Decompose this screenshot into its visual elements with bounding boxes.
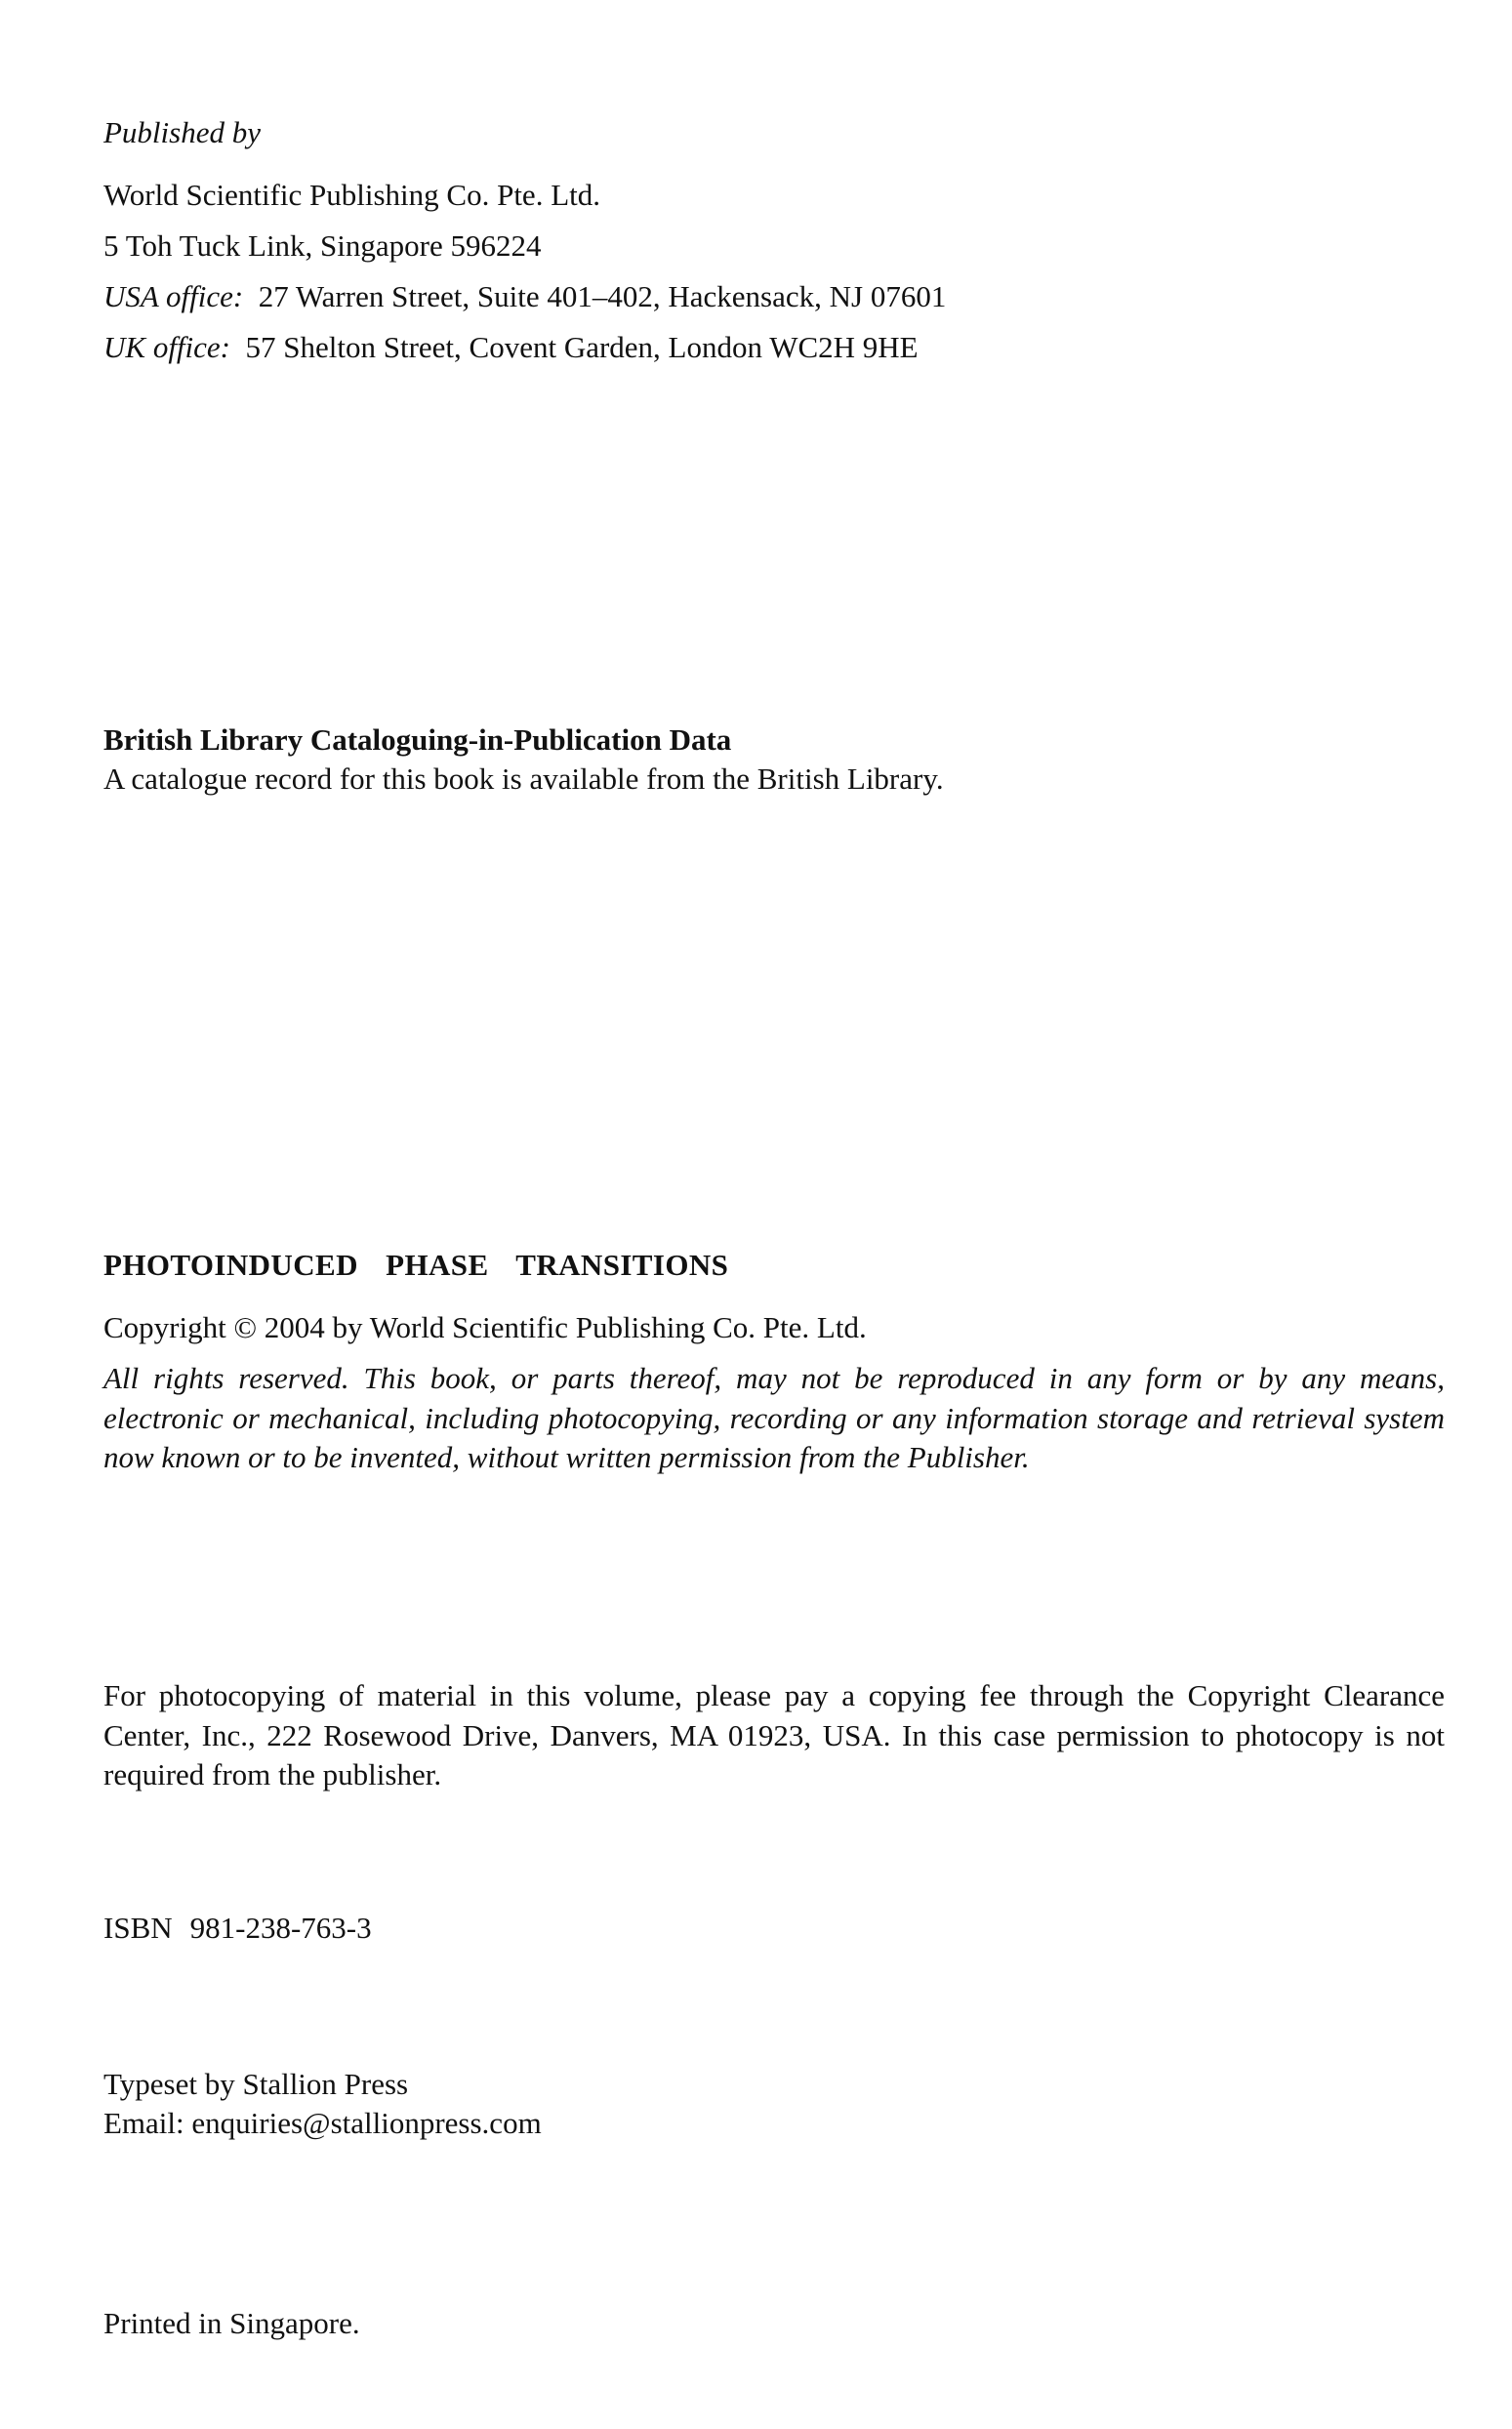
publisher-name: World Scientific Publishing Co. Pte. Ltd.	[103, 178, 600, 212]
rights-statement: All rights reserved. This book, or parts thereof, may not be reproduced in any form or by any means, electronic or mechanical, including photocopying, recording or any information storage and retrieval system now known or to be invented, without written permission from the Publisher.	[103, 1361, 1445, 1474]
isbn-block	[103, 1909, 372, 1948]
publisher-block	[103, 113, 261, 152]
book-title-text: PHOTOINDUCED PHASE TRANSITIONS	[103, 1248, 729, 1282]
cip-text: A catalogue record for this book is available from the British Library.	[103, 762, 944, 796]
usa-office-address: 27 Warren Street, Suite 401–402, Hackensack, NJ 07601	[258, 279, 947, 313]
uk-office-label: UK office:	[103, 330, 230, 364]
printed-block	[103, 2304, 360, 2343]
typeset-by: Typeset by Stallion Press	[103, 2067, 409, 2101]
cip-block	[103, 720, 944, 799]
isbn-value: 981-238-763-3	[189, 1911, 372, 1945]
publisher-details	[103, 176, 946, 367]
copyright-block	[103, 1308, 867, 1347]
isbn-label: ISBN	[103, 1911, 173, 1945]
printed-in: Printed in Singapore.	[103, 2306, 360, 2340]
book-title	[103, 1246, 728, 1285]
publisher-address: 5 Toh Tuck Link, Singapore 596224	[103, 228, 542, 263]
usa-office	[103, 277, 946, 316]
typeset-block	[103, 2065, 542, 2143]
cip-heading: British Library Cataloguing-in-Publication Data	[103, 722, 732, 757]
uk-office	[103, 328, 946, 367]
isbn-line	[103, 1909, 372, 1948]
published-by-label: Published by	[103, 115, 261, 149]
uk-office-address: 57 Shelton Street, Covent Garden, London WC2H 9HE	[245, 330, 919, 364]
usa-office-label: USA office:	[103, 279, 244, 313]
copyright-line: Copyright © 2004 by World Scientific Publishing Co. Pte. Ltd.	[103, 1310, 867, 1344]
photocopy-notice: For photocopying of material in this volume, please pay a copying fee through the Copyright Clearance Center, Inc., 222 Rosewood Drive, Danvers, MA 01923, USA. In this case permission to photocopy is not required from the publisher.	[103, 1678, 1445, 1791]
typeset-email: Email: enquiries@stallionpress.com	[103, 2106, 542, 2140]
